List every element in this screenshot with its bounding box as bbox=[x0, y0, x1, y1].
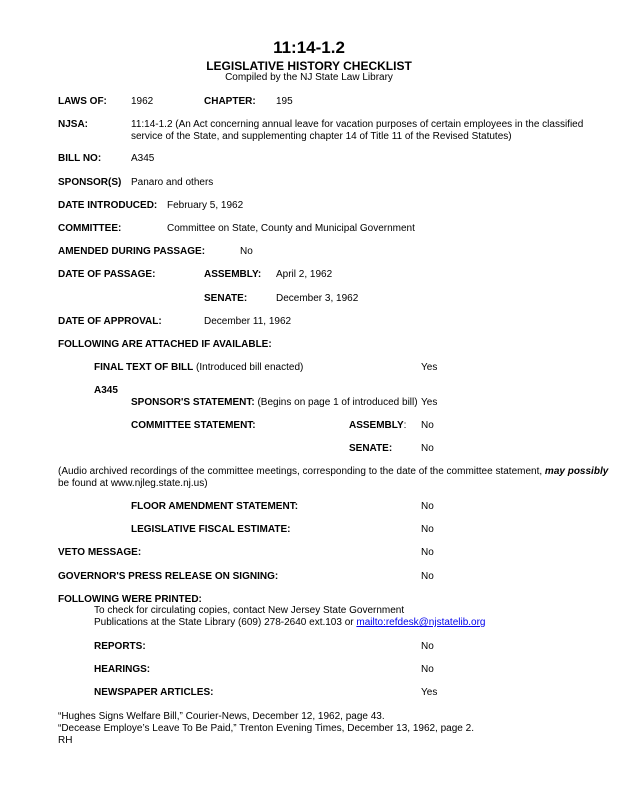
floor-amendment-value: No bbox=[421, 501, 434, 512]
passage-assembly-value: April 2, 1962 bbox=[276, 269, 333, 280]
printed-note-line-2 bbox=[94, 617, 486, 629]
article-item: “Decease Employe’s Leave To Be Paid,” Trenton Evening Times, December 13, 1962, page 2. bbox=[58, 723, 474, 734]
article-item: “Hughes Signs Welfare Bill,” Courier-News, December 12, 1962, page 43. bbox=[58, 711, 385, 722]
press-release-value: No bbox=[421, 571, 434, 582]
newspaper-value: Yes bbox=[421, 687, 438, 698]
date-introduced-value: February 5, 1962 bbox=[167, 200, 244, 211]
committee-label: COMMITTEE: bbox=[58, 223, 122, 234]
printed-note-line-1: To check for circulating copies, contact New Jersey State Government bbox=[94, 605, 405, 616]
chapter-value: 195 bbox=[276, 96, 293, 107]
committee-statement-senate-label: SENATE: bbox=[349, 443, 393, 454]
passage-senate-label: SENATE: bbox=[204, 293, 248, 304]
sponsor-statement-row bbox=[131, 397, 418, 409]
committee-statement-assembly-label: ASSEMBLY bbox=[349, 420, 404, 431]
press-release-label: GOVERNOR'S PRESS RELEASE ON SIGNING: bbox=[58, 571, 279, 582]
printed-heading: FOLLOWING WERE PRINTED: bbox=[58, 594, 202, 605]
njsa-line-1: 11:14-1.2 (An Act concerning annual leave for vacation purposes of certain employees in the classified bbox=[131, 119, 584, 130]
committee-value: Committee on State, County and Municipal Government bbox=[167, 223, 415, 234]
amended-value: No bbox=[240, 246, 253, 257]
audio-note-emphasis: may possibly bbox=[544, 466, 609, 477]
refdesk-email-link[interactable]: mailto:refdesk@njstatelib.org bbox=[356, 617, 486, 628]
floor-amendment-label: FLOOR AMENDMENT STATEMENT: bbox=[131, 501, 299, 512]
fiscal-estimate-value: No bbox=[421, 524, 434, 535]
bill-ref: A345 bbox=[94, 385, 118, 396]
fiscal-estimate-label: LEGISLATIVE FISCAL ESTIMATE: bbox=[131, 524, 291, 535]
final-text-label: FINAL TEXT OF BILL bbox=[94, 362, 194, 373]
veto-value: No bbox=[421, 547, 434, 558]
compiled-by: Compiled by the NJ State Law Library bbox=[225, 72, 393, 83]
page-subtitle: LEGISLATIVE HISTORY CHECKLIST bbox=[206, 59, 412, 73]
sponsors-value: Panaro and others bbox=[131, 177, 214, 188]
audio-note-line-1 bbox=[58, 466, 608, 478]
hearings-label: HEARINGS: bbox=[94, 664, 151, 675]
veto-label: VETO MESSAGE: bbox=[58, 547, 142, 558]
bill-no-label: BILL NO: bbox=[58, 153, 102, 164]
final-text-note: (Introduced bill enacted) bbox=[193, 362, 304, 373]
committee-statement-label: COMMITTEE STATEMENT: bbox=[131, 420, 256, 431]
njsa-label: NJSA: bbox=[58, 119, 89, 130]
committee-statement-assembly-colon: : bbox=[403, 420, 407, 431]
sponsor-statement-label: SPONSOR'S STATEMENT: bbox=[131, 397, 255, 408]
audio-note-line-2: be found at www.njleg.state.nj.us) bbox=[58, 478, 208, 489]
passage-assembly-label: ASSEMBLY: bbox=[204, 269, 262, 280]
laws-of-value: 1962 bbox=[131, 96, 154, 107]
chapter-label: CHAPTER: bbox=[204, 96, 256, 107]
laws-of-label: LAWS OF: bbox=[58, 96, 107, 107]
attached-heading: FOLLOWING ARE ATTACHED IF AVAILABLE: bbox=[58, 339, 272, 350]
reports-value: No bbox=[421, 641, 434, 652]
sponsor-statement-value: Yes bbox=[421, 397, 438, 408]
date-introduced-label: DATE INTRODUCED: bbox=[58, 200, 158, 211]
committee-statement-assembly bbox=[349, 420, 406, 432]
newspaper-label: NEWSPAPER ARTICLES: bbox=[94, 687, 214, 698]
amended-label: AMENDED DURING PASSAGE: bbox=[58, 246, 206, 257]
final-text-value: Yes bbox=[421, 362, 438, 373]
bill-no-value: A345 bbox=[131, 153, 155, 164]
passage-senate-value: December 3, 1962 bbox=[276, 293, 359, 304]
njsa-line-2: service of the State, and supplementing chapter 14 of Title 11 of the Revised Statutes) bbox=[131, 131, 512, 142]
reports-label: REPORTS: bbox=[94, 641, 146, 652]
committee-statement-assembly-value: No bbox=[421, 420, 434, 431]
date-of-approval-label: DATE OF APPROVAL: bbox=[58, 316, 162, 327]
printed-note-text: Publications at the State Library (609) 278-2640 ext.103 or bbox=[94, 617, 357, 628]
page-title: 11:14-1.2 bbox=[273, 38, 345, 57]
date-of-approval-value: December 11, 1962 bbox=[204, 316, 292, 327]
hearings-value: No bbox=[421, 664, 434, 675]
final-text-row bbox=[94, 362, 303, 374]
date-of-passage-label: DATE OF PASSAGE: bbox=[58, 269, 156, 280]
committee-statement-senate-value: No bbox=[421, 443, 434, 454]
audio-note-text: (Audio archived recordings of the committee meetings, corresponding to the date of the committee statement, bbox=[58, 466, 545, 477]
initials: RH bbox=[58, 735, 73, 746]
sponsors-label: SPONSOR(S) bbox=[58, 177, 122, 188]
sponsor-statement-note: (Begins on page 1 of introduced bill) bbox=[254, 397, 418, 408]
